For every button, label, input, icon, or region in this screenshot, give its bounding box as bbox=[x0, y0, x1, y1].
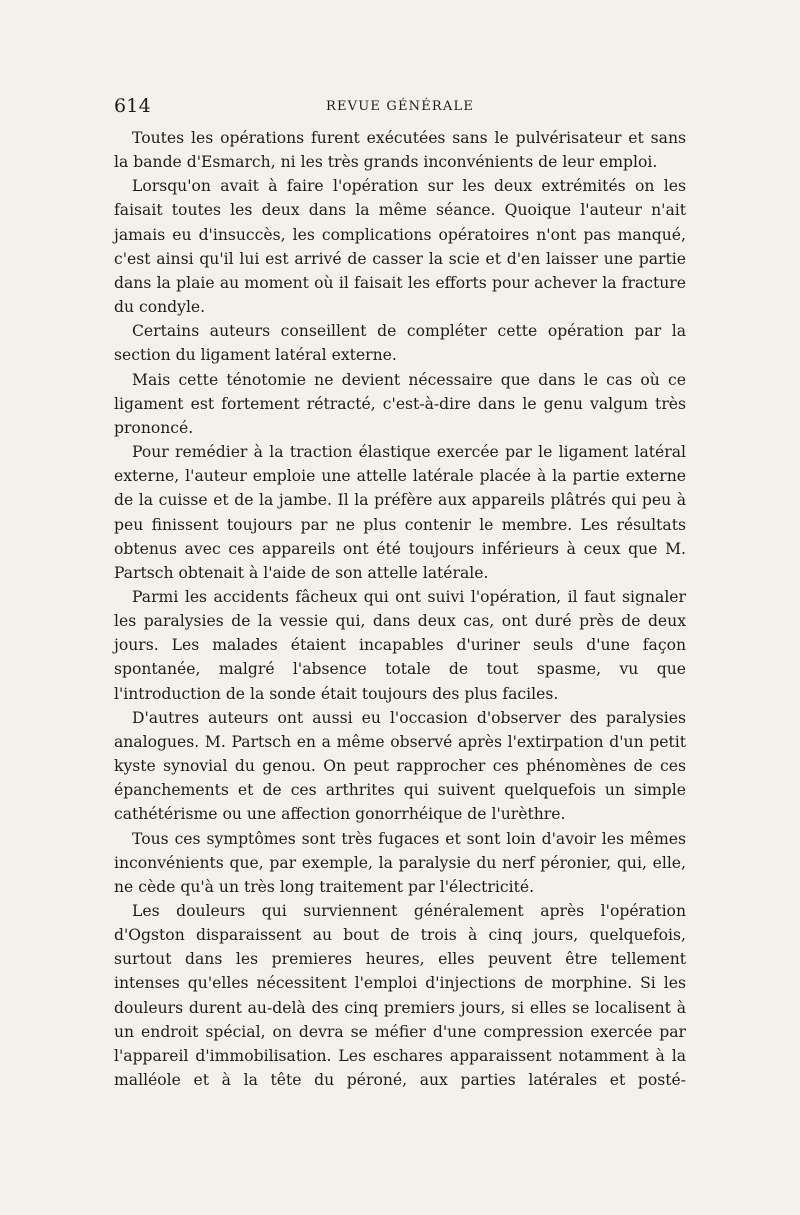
paragraph-9: Les douleurs qui surviennent généralement après l'opération d'Ogston disparaissent au bout de trois à cinq jours, quelquefois, surtout dans les premieres heures, elles peuvent être tellement intenses qu'elles nécessitent l'emploi d'injections de morphine. Si les douleurs durent au-delà des cinq premiers jours, si elles se localisent à un endroit spécial, on devra se méfier d'une compression exercée par l'appareil d'immobilisation. Les eschares apparaissent notamment à la malléole et à la tête du péroné, aux parties latérales et posté- bbox=[114, 902, 686, 1090]
paragraph-4: Mais cette ténotomie ne devient nécessaire que dans le cas où ce ligament est fortement rétracté, c'est-à-dire dans le genu valgum très prononcé. bbox=[114, 370, 686, 437]
paragraph-5: Pour remédier à la traction élastique exercée par le ligament latéral externe, l'auteur emploie une attelle latérale placée à la partie externe de la cuisse et de la jambe. Il la préfère aux appareils plâtrés qui peu à peu finissent toujours par ne plus contenir le membre. Les résultats obtenus avec ces appareils ont été toujours inférieurs à ceux que M. Partsch obtenait à l'aide de son attelle latérale. bbox=[114, 443, 686, 582]
paragraph-1: Toutes les opérations furent exécutées sans le pulvérisateur et sans la bande d'Esmarch, ni les très grands inconvénients de leur emploi. bbox=[114, 129, 686, 172]
paragraph-8: Tous ces symptômes sont très fugaces et sont loin d'avoir les mêmes inconvénients que, par exemple, la paralysie du nerf péronier, qui, elle, ne cède qu'à un très long traitement par l'électricité. bbox=[114, 829, 686, 896]
paragraph-2: Lorsqu'on avait à faire l'opération sur les deux extrémités on les faisait toutes les deux dans la même séance. Quoique l'auteur n'ait jamais eu d'insuccès, les complications opératoires n'ont pas manqué, c'est ainsi qu'il lui est arrivé de casser la scie et d'en laisser une partie dans la plaie au moment où il faisait les efforts pour achever la fracture du condyle. bbox=[114, 177, 686, 317]
page-header bbox=[114, 94, 686, 122]
book-page bbox=[114, 94, 686, 1092]
body-text bbox=[114, 126, 686, 1092]
paragraph-6: Parmi les accidents fâcheux qui ont suivi l'opération, il faut signaler les paralysies de la vessie qui, dans deux cas, ont duré près de deux jours. Les malades étaient incapables d'uriner seuls d'une façon spontanée, malgré l'absence totale de tout spasme, vu que l'introduction de la sonde était toujours des plus faciles. bbox=[114, 587, 686, 703]
page-number: 614 bbox=[114, 95, 151, 117]
paragraph-3: Certains auteurs conseillent de compléter cette opération par la section du ligament latéral externe. bbox=[114, 322, 686, 365]
running-title: REVUE GÉNÉRALE bbox=[325, 99, 475, 114]
paragraph-7: D'autres auteurs ont aussi eu l'occasion d'observer des paralysies analogues. M. Partsch en a même observé après l'extirpation d'un petit kyste synovial du genou. On peut rapprocher ces phénomènes de ces épanchements et de ces arthrites qui suivent quelquefois un simple cathétérisme ou une affection gonorrhéique de l'urèthre. bbox=[114, 708, 686, 824]
